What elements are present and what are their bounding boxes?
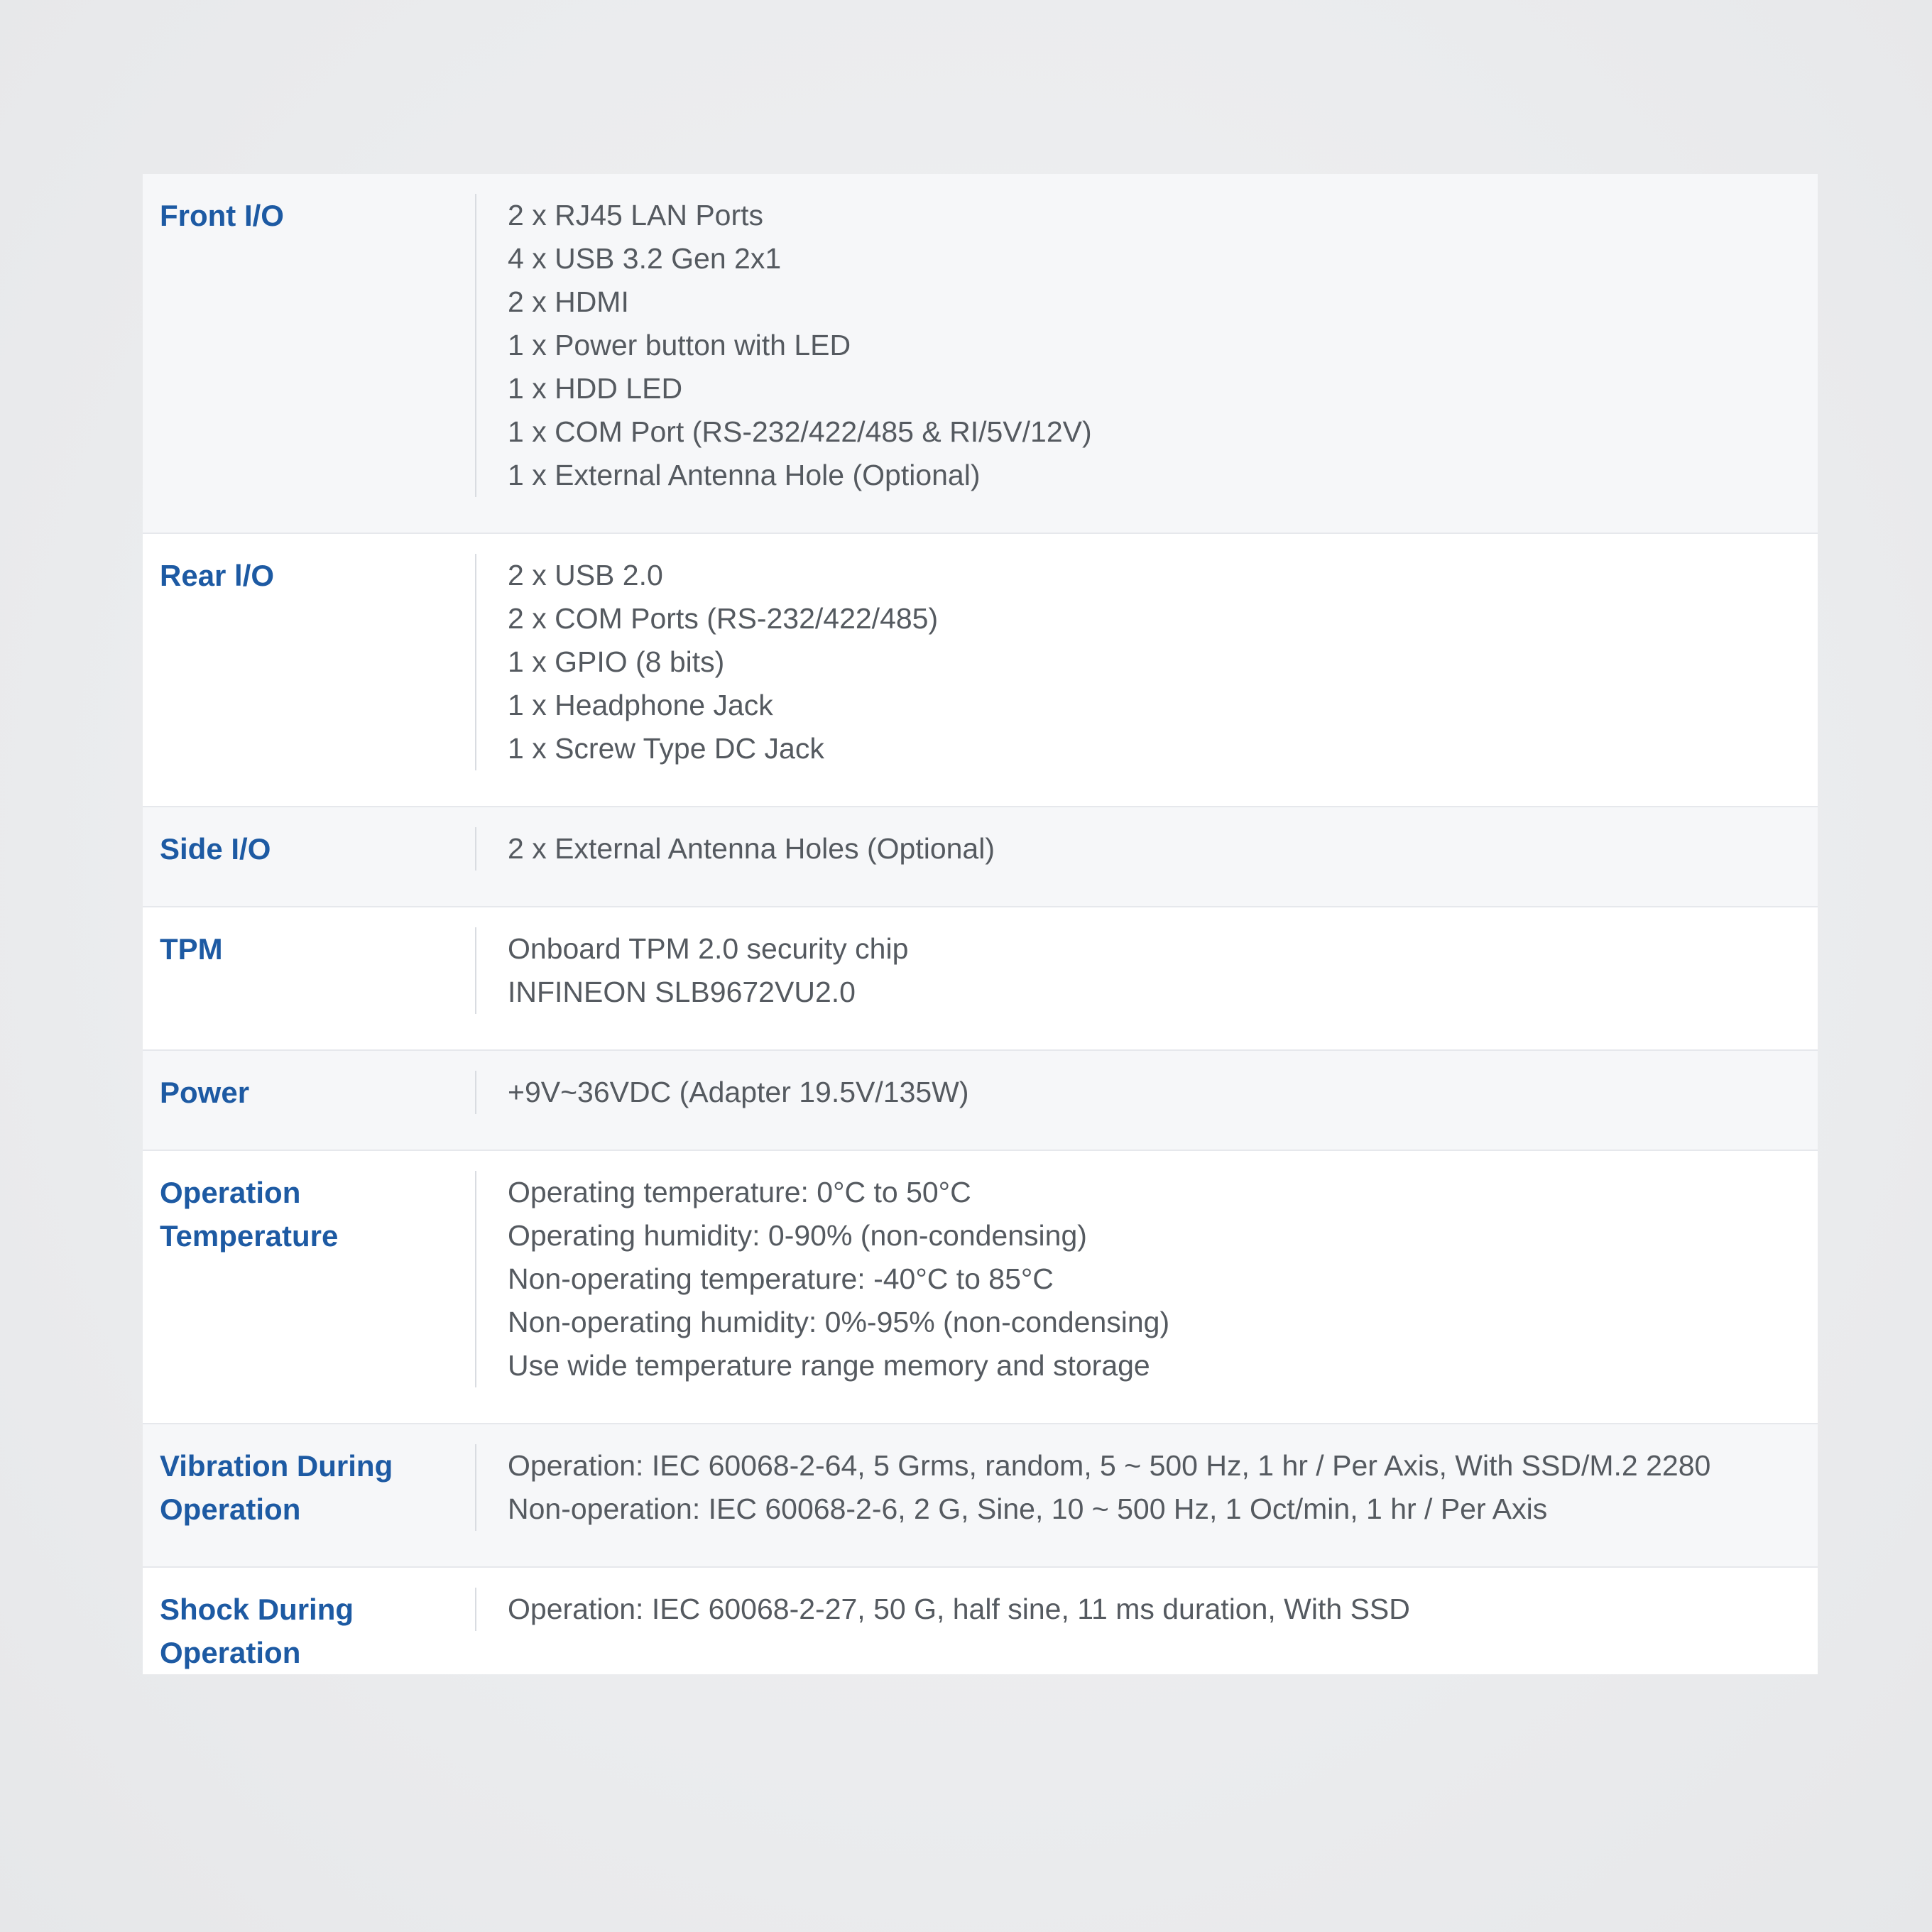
spec-label — [143, 174, 475, 533]
spec-value — [475, 907, 1818, 1049]
spec-value-line: 1 x COM Port (RS-232/422/485 & RI/5V/12V) — [508, 415, 1092, 448]
spec-table — [143, 174, 1818, 1674]
spec-label — [143, 1568, 475, 1674]
spec-label-text: Temperature — [160, 1219, 339, 1252]
spec-label-text: Shock During — [160, 1593, 354, 1626]
spec-value-line: 1 x Headphone Jack — [508, 689, 773, 721]
spec-value-line: 1 x Power button with LED — [508, 329, 851, 361]
spec-row-front-io — [143, 174, 1818, 534]
spec-label — [143, 534, 475, 806]
spec-value-line: Use wide temperature range memory and storage — [508, 1349, 1150, 1382]
spec-row-operation-temperature — [143, 1151, 1818, 1424]
spec-row-shock — [143, 1568, 1818, 1674]
spec-value — [475, 534, 1818, 806]
spec-value-list — [475, 827, 1818, 871]
spec-value-line: 1 x Screw Type DC Jack — [508, 732, 824, 765]
spec-value — [475, 1568, 1818, 1674]
spec-value-line: 2 x USB 2.0 — [508, 559, 663, 591]
spec-value-list — [475, 554, 1818, 770]
spec-value-list — [475, 1171, 1818, 1387]
spec-label-text: Power — [160, 1076, 250, 1109]
spec-label-text: Side I/O — [160, 832, 271, 866]
spec-value-line: Non-operating humidity: 0%-95% (non-condensing) — [508, 1306, 1170, 1338]
spec-value-line: 1 x HDD LED — [508, 372, 683, 405]
spec-value-line: 4 x USB 3.2 Gen 2x1 — [508, 242, 782, 275]
spec-value-line: Operating temperature: 0°C to 50°C — [508, 1176, 971, 1208]
spec-row-side-io — [143, 807, 1818, 907]
spec-value-line: Non-operation: IEC 60068-2-6, 2 G, Sine, 10 ~ 500 Hz, 1 Oct/min, 1 hr / Per Axis — [508, 1492, 1548, 1525]
spec-value-list — [475, 194, 1818, 497]
spec-label-text: TPM — [160, 932, 223, 966]
spec-value-line: Non-operating temperature: -40°C to 85°C — [508, 1262, 1054, 1295]
spec-label-text: Vibration During — [160, 1449, 393, 1483]
spec-value-line: 2 x External Antenna Holes (Optional) — [508, 832, 995, 865]
spec-value-line: +9V~36VDC (Adapter 19.5V/135W) — [508, 1076, 969, 1108]
spec-label — [143, 807, 475, 906]
spec-label-text: Front I/O — [160, 199, 284, 232]
spec-value-line: INFINEON SLB9672VU2.0 — [508, 976, 856, 1008]
spec-label — [143, 1151, 475, 1423]
spec-value-line: 2 x RJ45 LAN Ports — [508, 199, 764, 231]
spec-value-list — [475, 927, 1818, 1014]
spec-value — [475, 807, 1818, 906]
spec-label-text: Rear l/O — [160, 559, 275, 592]
spec-value-list — [475, 1071, 1818, 1114]
spec-row-vibration — [143, 1424, 1818, 1568]
spec-value-line: Onboard TPM 2.0 security chip — [508, 932, 909, 965]
spec-value — [475, 1424, 1818, 1566]
spec-value-line: Operation: IEC 60068-2-64, 5 Grms, random, 5 ~ 500 Hz, 1 hr / Per Axis, With SSD/M.2 2280 — [508, 1449, 1711, 1482]
spec-value-line: Operating humidity: 0-90% (non-condensing) — [508, 1219, 1087, 1252]
spec-value-line: 2 x COM Ports (RS-232/422/485) — [508, 602, 939, 635]
spec-value-line: 1 x External Antenna Hole (Optional) — [508, 459, 981, 491]
spec-row-power — [143, 1051, 1818, 1151]
spec-label — [143, 1424, 475, 1566]
spec-value — [475, 1051, 1818, 1150]
spec-row-rear-io — [143, 534, 1818, 807]
spec-label-text: Operation — [160, 1176, 301, 1209]
spec-value — [475, 174, 1818, 533]
spec-value-list — [475, 1444, 1818, 1531]
spec-label — [143, 907, 475, 1049]
spec-value-list — [475, 1588, 1818, 1631]
spec-row-tpm — [143, 907, 1818, 1051]
spec-value-line: 1 x GPIO (8 bits) — [508, 645, 725, 678]
spec-value-line: Operation: IEC 60068-2-27, 50 G, half sine, 11 ms duration, With SSD — [508, 1593, 1410, 1625]
spec-label-text: Operation — [160, 1492, 301, 1526]
spec-label-text: Operation — [160, 1636, 301, 1669]
spec-value-line: 2 x HDMI — [508, 285, 629, 318]
spec-value — [475, 1151, 1818, 1423]
spec-label — [143, 1051, 475, 1150]
